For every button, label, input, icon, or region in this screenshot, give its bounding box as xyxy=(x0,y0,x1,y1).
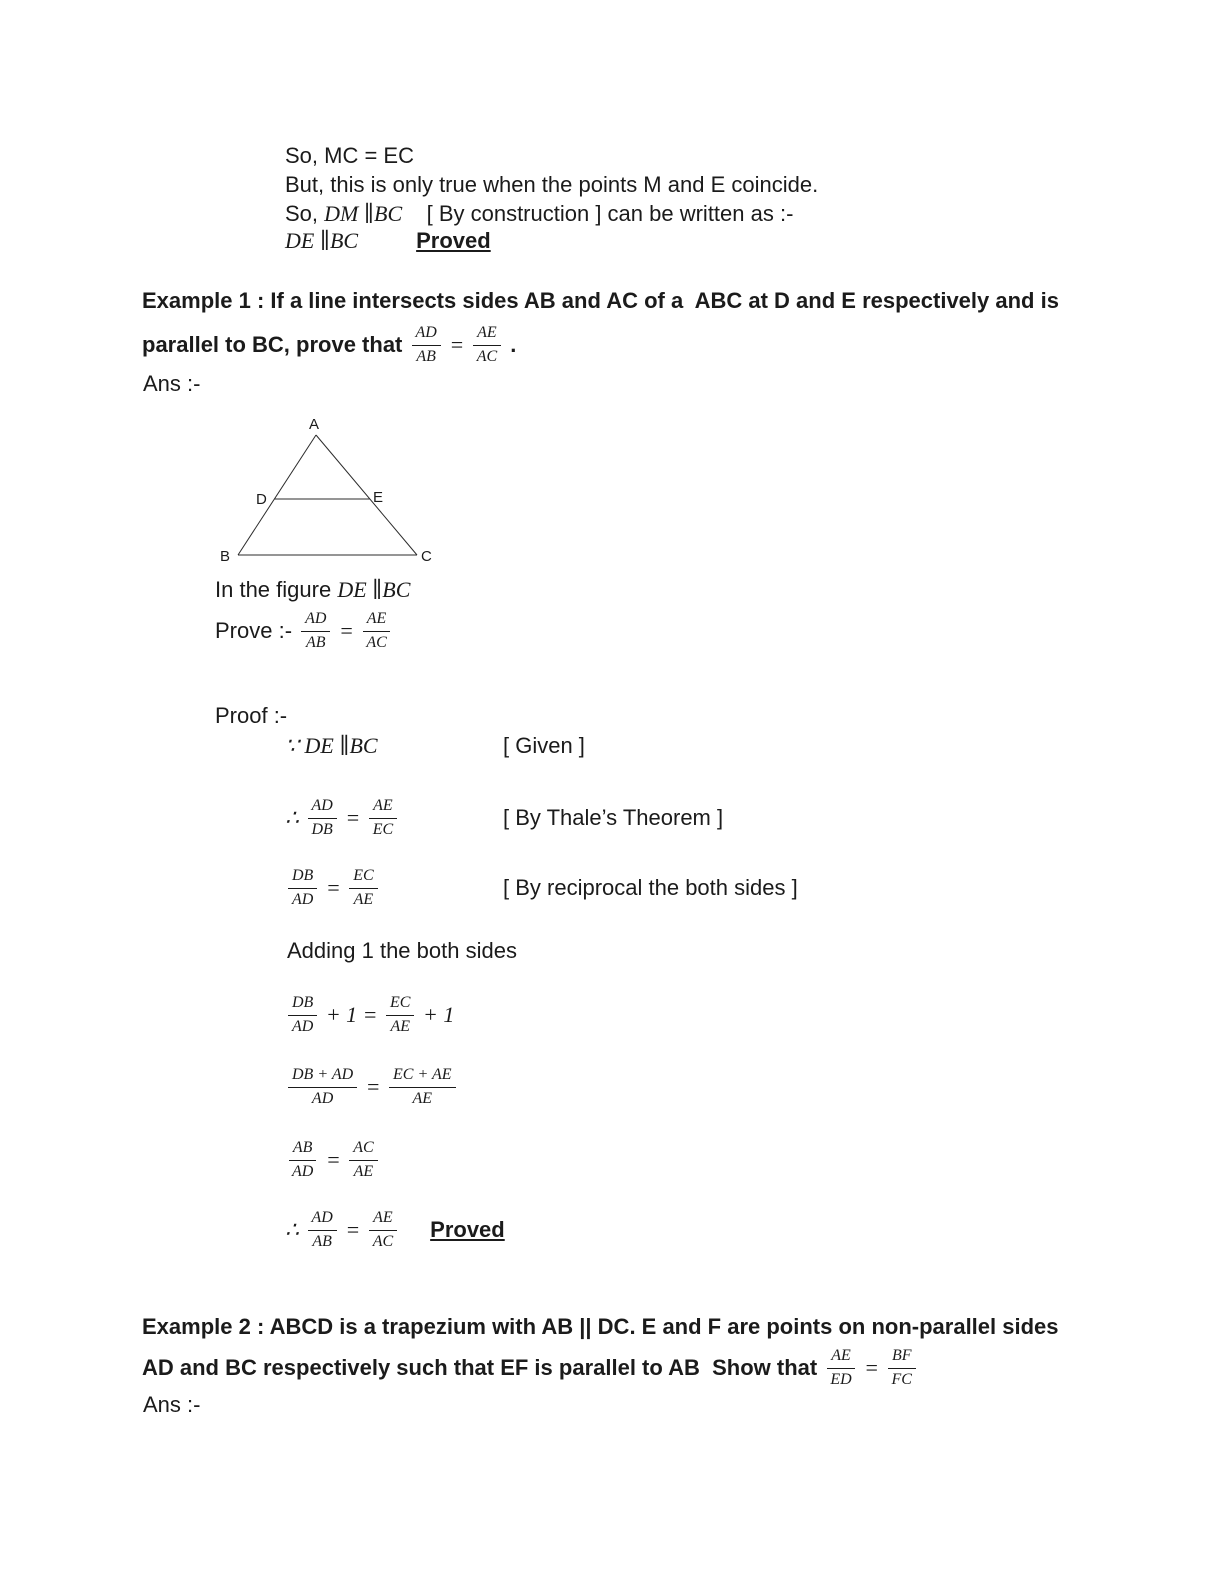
point-label-d: D xyxy=(256,491,267,508)
side-ab xyxy=(238,435,316,555)
triangle-figure xyxy=(210,410,450,570)
vertex-label-a: A xyxy=(309,416,320,433)
text-line-coincide: But, this is only true when the points M and E coincide. xyxy=(285,172,819,197)
text-line-mc-ec: So, MC = EC xyxy=(285,143,414,168)
equation-step-combined: $\frac{DB + AD}{AD}$ = $\frac{EC + AE}{AE}$ xyxy=(285,1061,459,1113)
example2-ans-label: Ans :- xyxy=(143,1392,201,1417)
equation-conclusion: ∴ $\frac{AD}{AB}$ = $\frac{AE}{AC}$ xyxy=(285,1209,400,1251)
equation-reciprocal: $\frac{DB}{AD}$ = $\frac{EC}{AE}$ xyxy=(285,867,503,909)
proof-comment-reciprocal: [ By reciprocal the both sides ] xyxy=(503,875,798,900)
example1-heading-line1: Example 1 : If a line intersects sides AB and AC of a ABC at D and E respectively and is xyxy=(142,288,1059,313)
equation-step-simplified: $\frac{AB}{AD}$ = $\frac{AC}{AE}$ xyxy=(285,1134,381,1186)
adding-line: Adding 1 the both sides xyxy=(287,938,517,963)
equation-de-parallel-bc: DE ∥BC xyxy=(285,228,359,253)
proof-label: Proof :- xyxy=(215,703,288,728)
proof-row-reciprocal xyxy=(285,862,798,914)
vertex-label-c: C xyxy=(421,548,432,565)
equation-step-final xyxy=(285,1204,505,1256)
vertex-label-b: B xyxy=(220,548,231,565)
text-line-construction: So, DM ∥BC [ By construction ] can be written as :- xyxy=(285,201,794,226)
equation-step-add-one: $\frac{DB}{AD}$ + 1 = $\frac{EC}{AE}$ + 1 xyxy=(285,989,454,1041)
in-figure-line: In the figure DE ∥BC xyxy=(215,577,411,602)
example2-heading-line2: AD and BC respectively such that EF is parallel to AB Show that $\frac{AE}{ED}$ = $\frac{BF}{FC}$ xyxy=(142,1342,919,1394)
example2-heading-line1: Example 2 : ABCD is a trapezium with AB || DC. E and F are points on non-parallel sides xyxy=(142,1314,1059,1339)
proof-row-thales xyxy=(285,792,723,844)
prove-line: Prove :- $\frac{AD}{AB}$ = $\frac{AE}{AC}$ xyxy=(215,605,394,657)
proof-comment-given: [ Given ] xyxy=(503,733,585,758)
proved-label-example1: Proved xyxy=(430,1217,505,1242)
proof-row-given xyxy=(285,730,585,762)
example1-heading-line2: parallel to BC, prove that $\frac{AD}{AB}$ = $\frac{AE}{AC}$ . xyxy=(142,324,517,365)
proof-comment-thales: [ By Thale’s Theorem ] xyxy=(503,805,724,830)
proved-label: Proved xyxy=(416,228,491,253)
point-label-e: E xyxy=(373,489,384,506)
equation-given: ∵ DE ∥BC xyxy=(285,733,378,758)
text-line-de-bc-proved xyxy=(285,226,491,256)
side-ac xyxy=(316,435,417,555)
equation-thales: ∴ $\frac{AD}{DB}$ = $\frac{AE}{EC}$ xyxy=(285,797,503,839)
example1-ans-label: Ans :- xyxy=(143,371,201,396)
